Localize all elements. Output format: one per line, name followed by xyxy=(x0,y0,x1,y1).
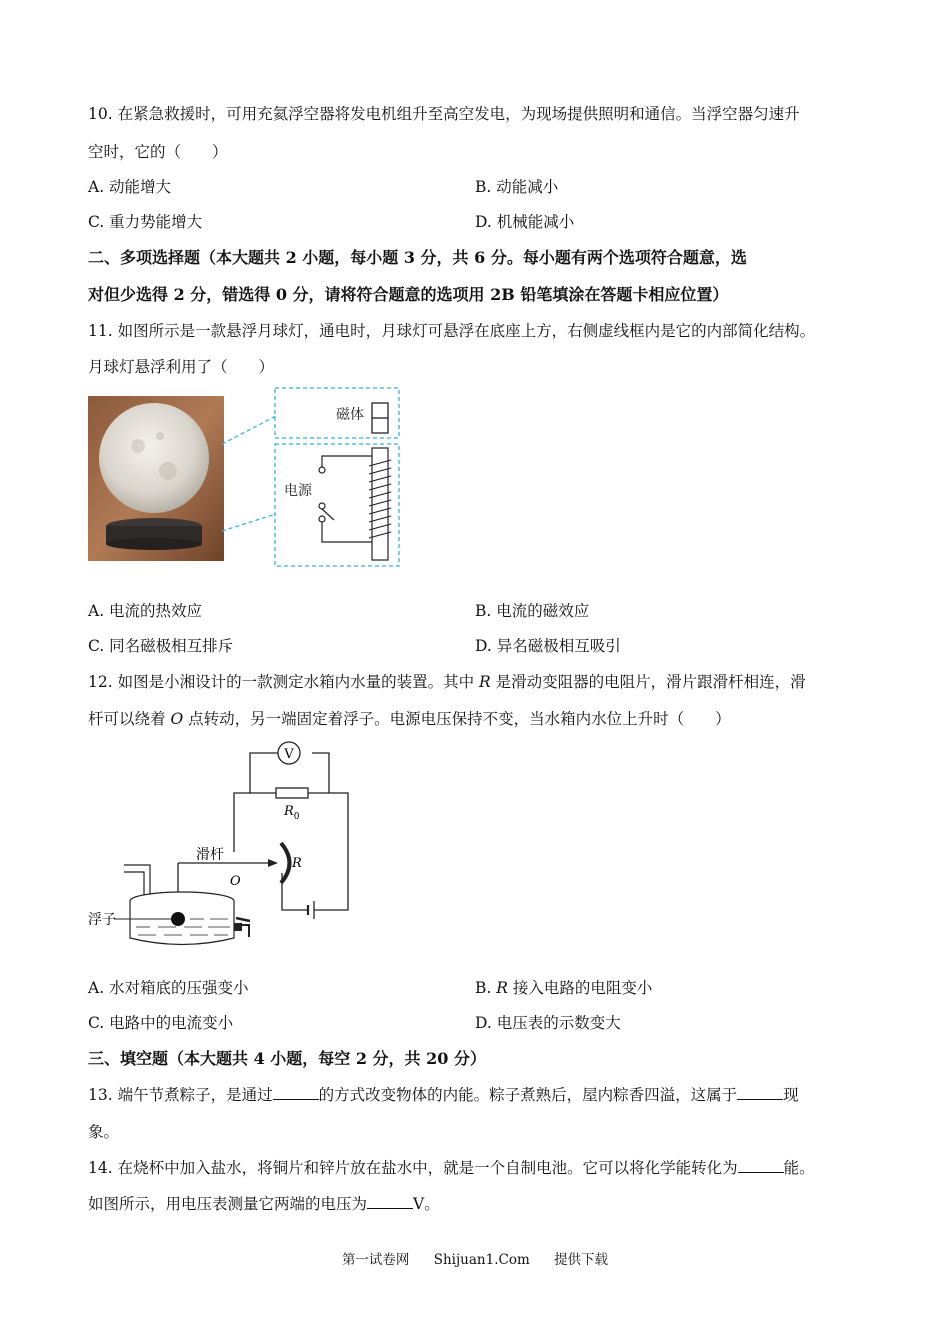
q11-option-d: D. 异名磁极相互吸引 xyxy=(475,637,621,655)
variable-r: R xyxy=(479,673,491,691)
q11-stem-line1: 11. 如图所示是一款悬浮月球灯，通电时，月球灯可悬浮在底座上方，右侧虚线框内是它的内部简化结构。 xyxy=(88,322,816,340)
q10-stem-line2: 空时，它的（ ） xyxy=(88,143,228,161)
q13-blank-1[interactable] xyxy=(273,1084,319,1101)
q11-stem-line2: 月球灯悬浮利用了（ ） xyxy=(88,358,275,376)
moon-sphere xyxy=(99,403,209,513)
footer-site: 第一试卷网 xyxy=(341,1252,410,1268)
q12-option-b: B. R 接入电路的电阻变小 xyxy=(475,979,653,997)
q14-blank-1[interactable] xyxy=(738,1157,784,1174)
q12-option-c: C. 电路中的电流变小 xyxy=(88,1014,234,1032)
q12-option-a: A. 水对箱底的压强变小 xyxy=(88,979,249,997)
q13-line2: 象。 xyxy=(88,1123,120,1141)
q12-stem-line2: 杆可以绕着 O 点转动，另一端固定着浮子。电源电压保持不变，当水箱内水位上升时（ ） xyxy=(88,710,731,728)
drain-tap xyxy=(234,923,242,931)
q13-blank-2[interactable] xyxy=(737,1084,783,1101)
q11-option-a: A. 电流的热效应 xyxy=(88,602,203,620)
footer-domain: Shijuan1.Com xyxy=(433,1252,530,1268)
section3-heading: 三、填空题（本大题共 4 小题，每空 2 分，共 20 分） xyxy=(88,1049,486,1068)
water-level-figure xyxy=(86,735,356,960)
page-footer xyxy=(0,1248,950,1268)
variable-o: O xyxy=(170,710,184,728)
section2-heading-line2: 对但少选得 2 分，错选得 0 分，请将符合题意的选项用 2B 铅笔填涂在答题卡相应位置） xyxy=(88,285,729,304)
footer-note: 提供下载 xyxy=(554,1252,609,1268)
q14-line2: 如图所示，用电压表测量它两端的电压为 V。 xyxy=(88,1192,440,1214)
section2-heading-line1: 二、多项选择题（本大题共 2 小题，每小题 3 分，共 6 分。每小题有两个选项符合题意，选 xyxy=(88,248,747,267)
q10-stem-line1: 10. 在紧急救援时，可用充氦浮空器将发电机组升至高空发电，为现场提供照明和通信。当浮空器匀速升 xyxy=(88,105,800,123)
q12-option-d: D. 电压表的示数变大 xyxy=(475,1014,621,1032)
float-ball xyxy=(171,912,185,926)
q11-option-b: B. 电流的磁效应 xyxy=(475,602,590,620)
q10-option-d: D. 机械能减小 xyxy=(475,213,575,231)
q12-stem-line1: 12. 如图是小湘设计的一款测定水箱内水量的装置。其中 R 是滑动变阻器的电阻片，滑片跟滑杆相连，滑 xyxy=(88,673,806,691)
voltmeter-label: V xyxy=(284,747,294,762)
q14-blank-2[interactable] xyxy=(367,1193,413,1210)
moon-lamp-figure xyxy=(88,386,403,571)
q10-option-c: C. 重力势能增大 xyxy=(88,213,203,231)
r-label: R xyxy=(292,856,302,871)
q10-option-b: B. 动能减小 xyxy=(475,178,559,196)
q14-line1: 14. 在烧杯中加入盐水，将铜片和锌片放在盐水中，就是一个自制电池。它可以将化学能转化为 能。 xyxy=(88,1156,815,1178)
q13-line1: 13. 端午节煮粽子，是通过 的方式改变物体的内能。粽子煮熟后，屋内粽香四溢，这属于 现 xyxy=(88,1083,799,1105)
rod-label: 滑杆 xyxy=(196,847,224,863)
water-level-circuit xyxy=(86,735,356,960)
magnet-label: 磁体 xyxy=(336,407,364,423)
moon-lamp-diagram xyxy=(88,386,403,571)
q11-option-c: C. 同名磁极相互排斥 xyxy=(88,637,234,655)
power-label: 电源 xyxy=(284,483,312,499)
q10-option-a: A. 动能增大 xyxy=(88,178,172,196)
r0-label: $R_0$ xyxy=(284,804,300,822)
resistor-r0 xyxy=(276,788,308,798)
slider-arrow xyxy=(268,859,278,867)
pivot-o-label: O xyxy=(230,874,241,889)
float-label: 浮子 xyxy=(88,912,116,928)
